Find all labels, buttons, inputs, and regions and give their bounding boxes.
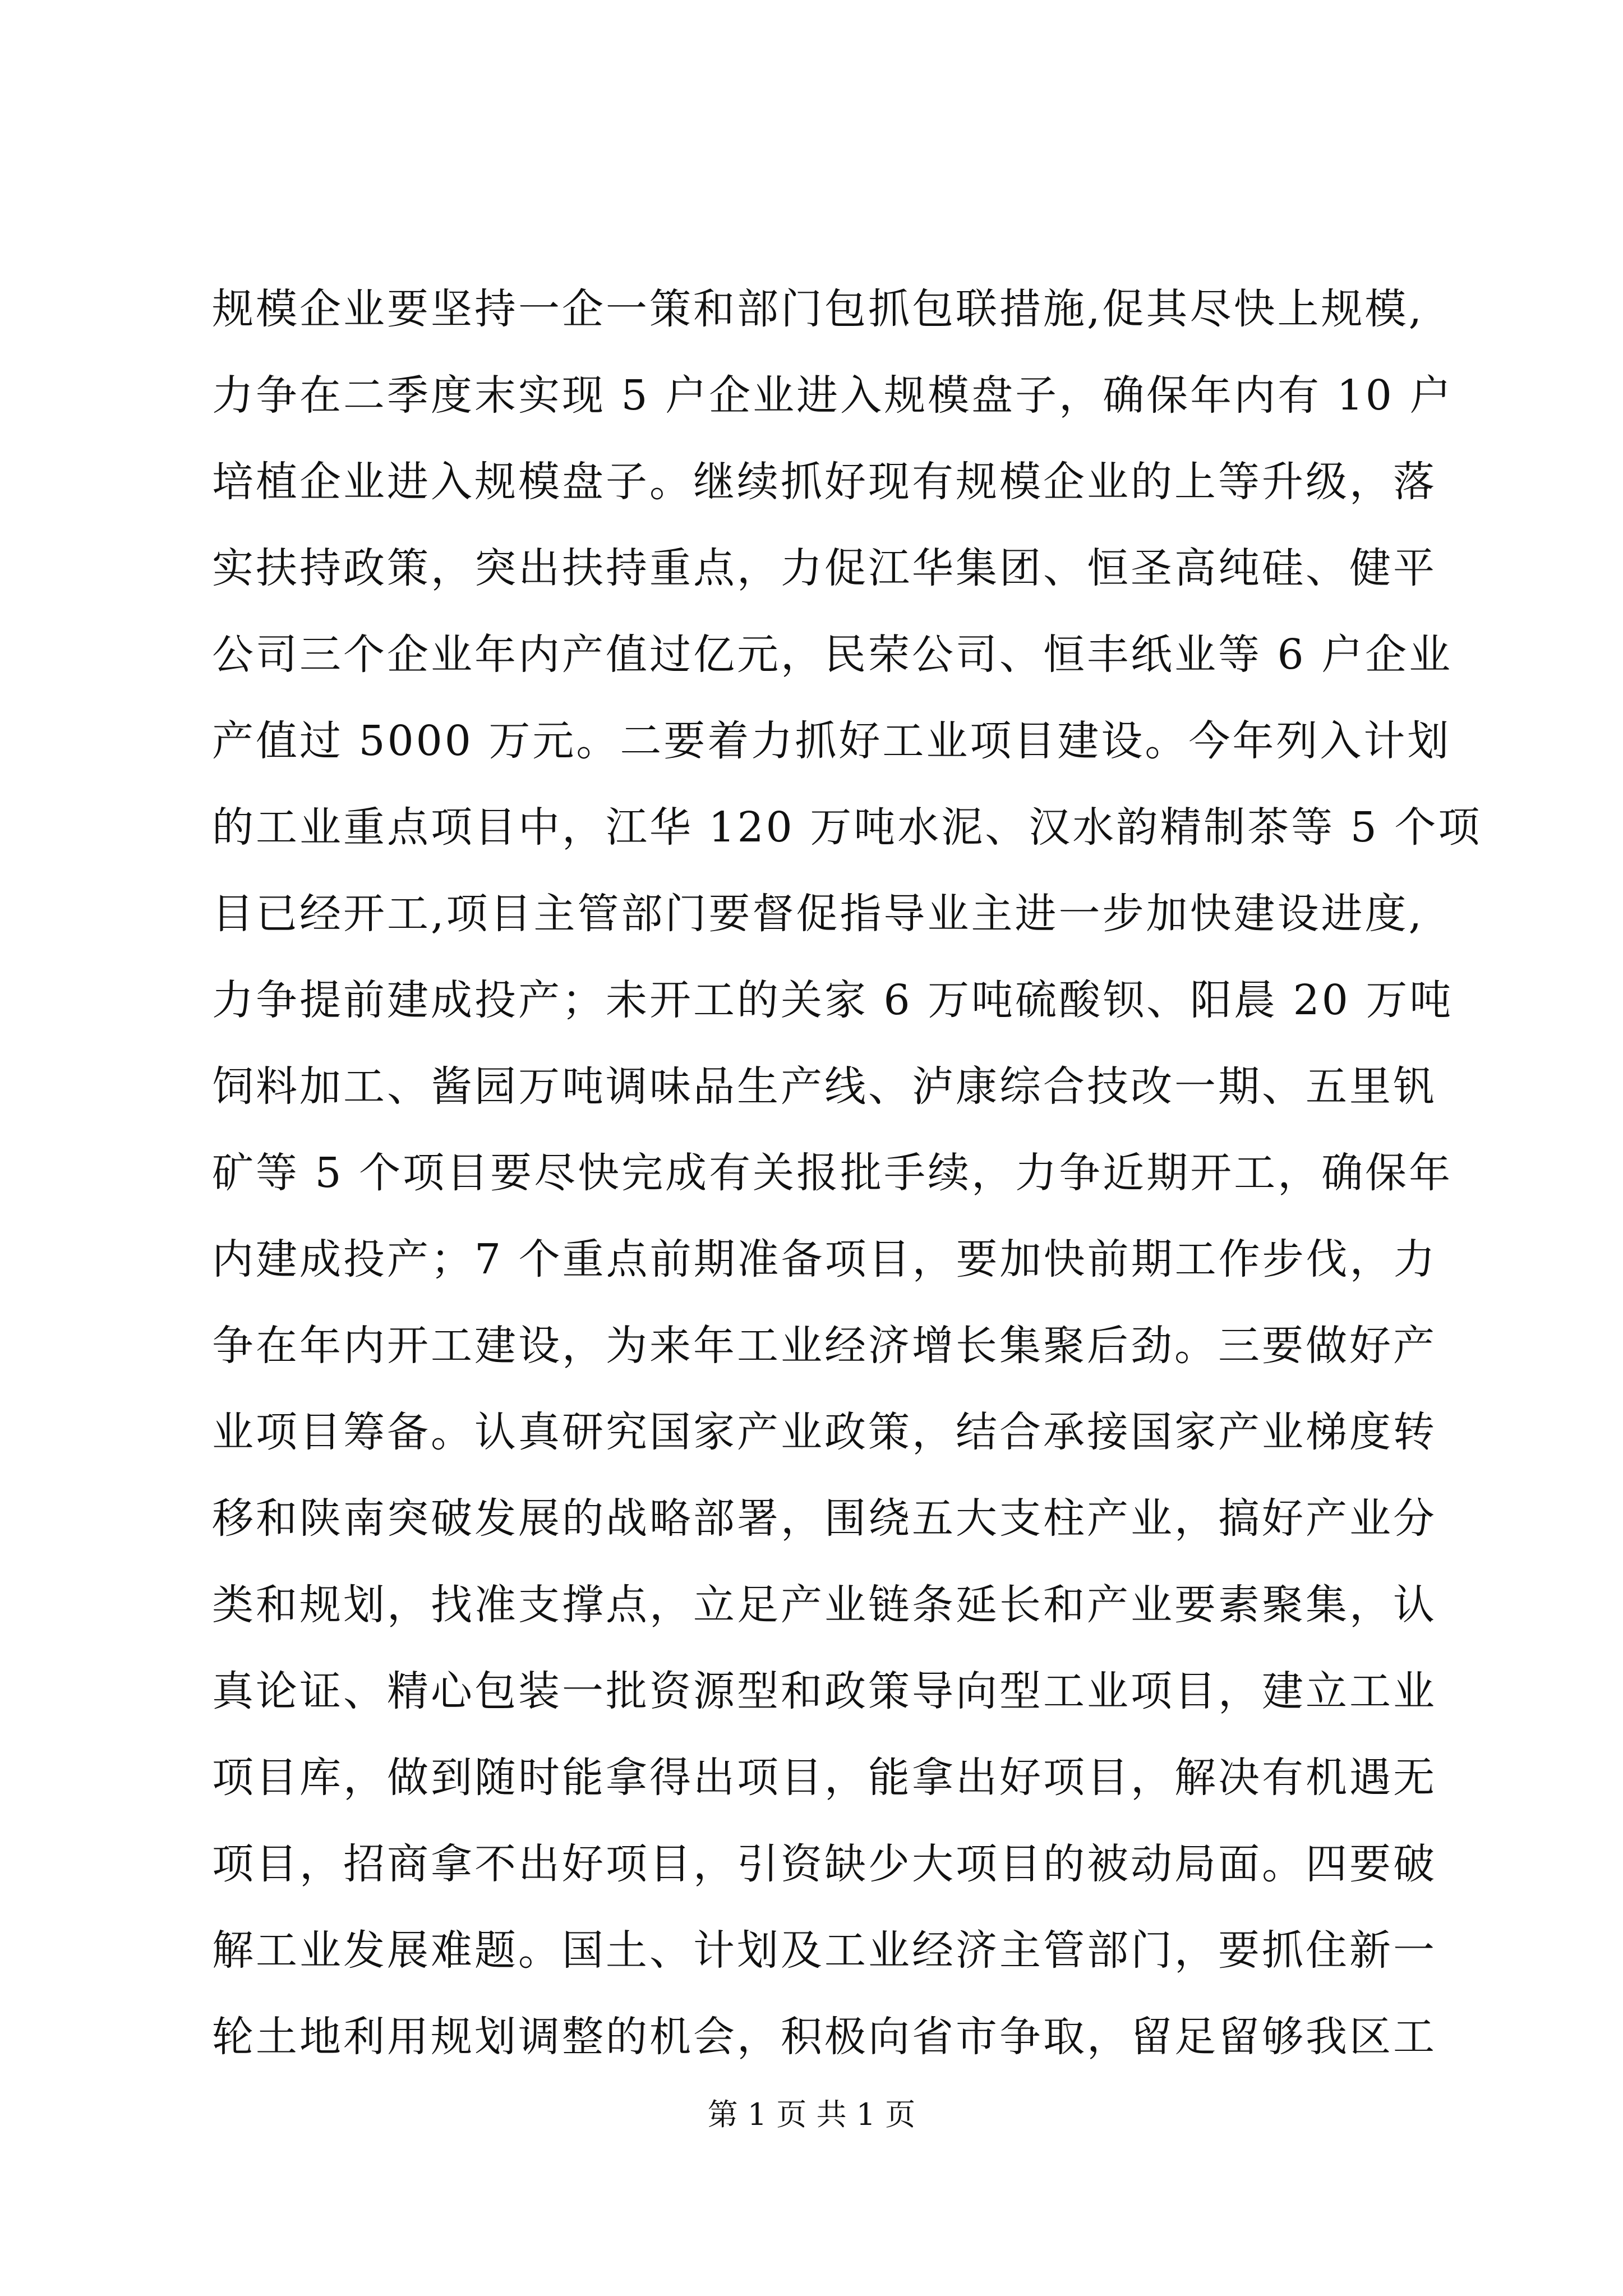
text-line: 项目库，做到随时能拿得出项目，能拿出好项目，解决有机遇无 [212, 1754, 1437, 1802]
text-line: 类和规划，找准支撑点，立足产业链条延长和产业要素聚集，认 [212, 1581, 1437, 1629]
text-line: 移和陕南突破发展的战略部署，围绕五大支柱产业，搞好产业分 [212, 1494, 1437, 1543]
text-line: 培植企业进入规模盘子。继续抓好现有规模企业的上等升级，落 [212, 458, 1437, 506]
text-line: 公司三个企业年内产值过亿元，民荣公司、恒丰纸业等 6 户企业 [212, 631, 1453, 679]
body-text [212, 266, 1482, 2080]
text-line: 解工业发展难题。国土、计划及工业经济主管部门，要抓住新一 [212, 1926, 1437, 1975]
text-line: 力争在二季度末实现 5 户企业进入规模盘子，确保年内有 10 户 [212, 371, 1454, 420]
text-line: 的工业重点项目中，江华 120 万吨水泥、汉水韵精制茶等 5 个项 [212, 803, 1482, 852]
text-line: 力争提前建成投产；未开工的关家 6 万吨硫酸钡、阳晨 20 万吨 [212, 976, 1454, 1024]
text-line: 产值过 5000 万元。二要着力抓好工业项目建设。今年列入计划 [212, 717, 1451, 765]
text-line: 规模企业要坚持一企一策和部门包抓包联措施,促其尽快上规模, [212, 285, 1424, 333]
text-line: 业项目筹备。认真研究国家产业政策，结合承接国家产业梯度转 [212, 1408, 1437, 1456]
text-line: 真论证、精心包装一批资源型和政策导向型工业项目，建立工业 [212, 1667, 1437, 1715]
text-line: 实扶持政策，突出扶持重点，力促江华集团、恒圣高纯硅、健平 [212, 544, 1437, 592]
page-footer: 第 1 页 共 1 页 [707, 2097, 916, 2132]
text-line: 目已经开工,项目主管部门要督促指导业主进一步加快建设进度, [212, 890, 1424, 938]
text-line: 矿等 5 个项目要尽快完成有关报批手续，力争近期开工，确保年 [212, 1149, 1453, 1197]
text-line: 争在年内开工建设，为来年工业经济增长集聚后劲。三要做好产 [212, 1322, 1437, 1370]
text-line: 内建成投产；7 个重点前期准备项目，要加快前期工作步伐，力 [212, 1235, 1437, 1283]
text-line: 轮土地利用规划调整的机会，积极向省市争取，留足留够我区工 [212, 2013, 1437, 2061]
text-line: 项目，招商拿不出好项目，引资缺少大项目的被动局面。四要破 [212, 1840, 1437, 1888]
text-line: 饲料加工、酱园万吨调味品生产线、泸康综合技改一期、五里钒 [212, 1062, 1437, 1111]
